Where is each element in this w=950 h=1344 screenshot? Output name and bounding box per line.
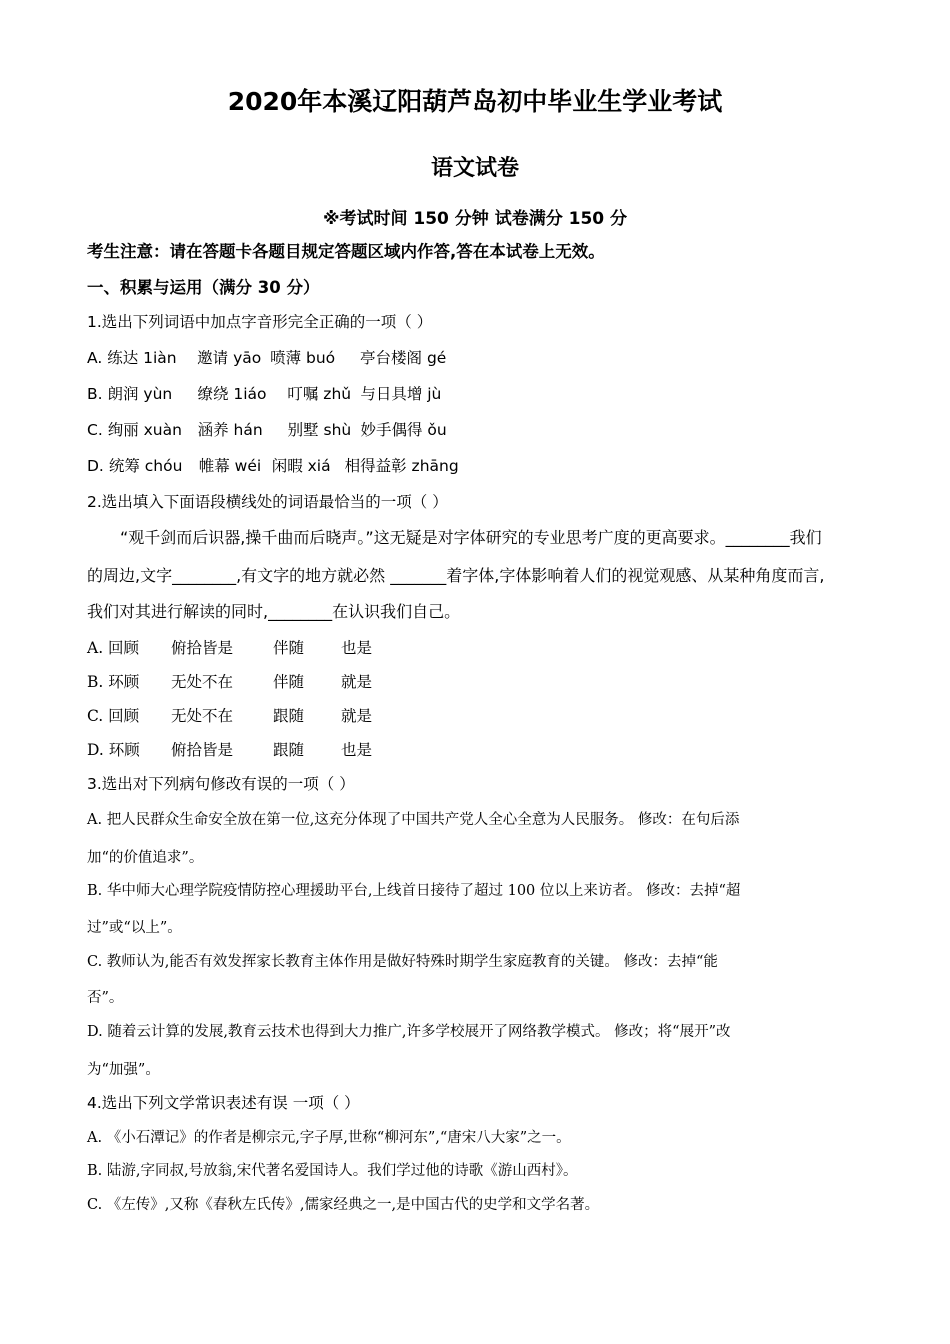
q4-line: B. 陆游,字同叔,号放翁,宋代著名爱国诗人。我们学过他的诗歌《游山西村》。 [87, 1163, 578, 1179]
notice: 考生注意：请在答题卡各题目规定答题区域内作答,答在本试卷上无效。 [87, 242, 605, 261]
q3-line: 加“的价值追求”。 [87, 850, 204, 866]
option-word: 跟随 [273, 707, 305, 725]
option-word: 跟随 [273, 741, 305, 759]
option-label: D. [87, 457, 104, 475]
q1-option-b [87, 382, 441, 406]
q3-line: D. 随着云计算的发展,教育云技术也得到大力推广,许多学校展开了网络教学模式。 修改；将“展开”改 [87, 1024, 731, 1040]
option-item: 闲暇 xiá [271, 457, 331, 475]
q2-paragraph-line: “观千剑而后识器,操千曲而后晓声。”这无疑是对字体研究的专业思考广度的更高要求。________我们 [120, 528, 822, 547]
option-label: C. 回顾 [87, 707, 140, 725]
q3-line: 否”。 [87, 990, 124, 1006]
option-item: 喷薄 buó [270, 349, 336, 367]
section-heading: 一、积累与运用（满分 30 分） [87, 278, 320, 297]
exam-info: ※考试时间 150 分钟 试卷满分 150 分 [322, 209, 628, 229]
option-word: 无处不在 [171, 707, 234, 725]
q3-line: B. 华中师大心理学院疫情防控心理援助平台,上线首日接待了超过 100 位以上来访者。 修改：去掉“超 [87, 883, 741, 899]
option-word: 也是 [341, 741, 373, 759]
q4-line: C. 《左传》,又称《春秋左氏传》,儒家经典之一,是中国古代的史学和文学名著。 [87, 1197, 600, 1213]
option-word: 就是 [341, 673, 373, 691]
q1-option-c [87, 418, 447, 442]
option-word: 也是 [341, 639, 373, 657]
question-3-stem: 3.选出对下列病句修改有误的一项（ ） [87, 775, 355, 793]
question-4-stem: 4.选出下列文学常识表述有误 一项（ ） [87, 1094, 360, 1112]
option-item: 亭台楼阁 gé [360, 349, 447, 367]
q1-option-d [87, 454, 459, 478]
option-item: 缭绕 1iáo [197, 385, 267, 403]
option-item: 绚丽 xuàn [107, 421, 182, 439]
q3-line: 过”或“以上”。 [87, 920, 182, 936]
option-label: A. 回顾 [87, 639, 140, 657]
q2-option-a [87, 636, 372, 660]
option-label: C. [87, 421, 103, 439]
option-label: B. [87, 385, 103, 403]
q3-line: A. 把人民群众生命安全放在第一位,这充分体现了中国共产党人全心全意为人民服务。 修改：在句后添 [87, 812, 740, 828]
q2-paragraph-line: 我们对其进行解读的同时,________在认识我们自己。 [87, 602, 461, 621]
q3-line: 为“加强”。 [87, 1062, 160, 1078]
option-word: 俯拾皆是 [171, 639, 234, 657]
option-item: 邀请 yāo [197, 349, 262, 367]
option-item: 帷幕 wéi [198, 457, 262, 475]
q2-paragraph-line: 的周边,文字________,有文字的地方就必然 _______着字体,字体影响着人们的视觉观感、从某种角度而言, [87, 566, 825, 585]
q3-line: C. 教师认为,能否有效发挥家长教育主体作用是做好特殊时期学生家庭教育的关键。 修改：去掉“能 [87, 954, 718, 970]
option-word: 无处不在 [171, 673, 234, 691]
option-item: 相得益彰 zhāng [344, 457, 459, 475]
option-item: 练达 1iàn [107, 349, 177, 367]
option-item: 朗润 yùn [107, 385, 173, 403]
q2-option-c [87, 704, 372, 728]
option-item: 涵养 hán [197, 421, 263, 439]
page-title: 2020年本溪辽阳葫芦岛初中毕业生学业考试 [227, 87, 723, 116]
option-item: 统筹 chóu [108, 457, 183, 475]
option-item: 与日具增 jù [360, 385, 442, 403]
page-subtitle: 语文试卷 [430, 156, 519, 181]
question-2-stem: 2.选出填入下面语段横线处的词语最恰当的一项（ ） [87, 493, 448, 511]
q4-line: A. 《小石潭记》的作者是柳宗元,字子厚,世称“柳河东”,“唐宋八大家”之一。 [87, 1130, 571, 1146]
option-label: A. [87, 349, 103, 367]
option-word: 俯拾皆是 [171, 741, 234, 759]
option-word: 伴随 [273, 639, 305, 657]
option-item: 叮嘱 zhǔ [287, 385, 352, 403]
option-label: D. 环顾 [87, 741, 140, 759]
question-1-stem: 1.选出下列词语中加点字音形完全正确的一项（ ） [87, 313, 433, 331]
option-item: 别墅 shù [287, 421, 352, 439]
option-item: 妙手偶得 ǒu [360, 421, 447, 439]
option-label: B. 环顾 [87, 673, 140, 691]
q1-option-a [87, 346, 446, 370]
q2-option-b [87, 670, 372, 694]
q2-option-d [87, 738, 372, 762]
option-word: 就是 [341, 707, 373, 725]
option-word: 伴随 [273, 673, 305, 691]
